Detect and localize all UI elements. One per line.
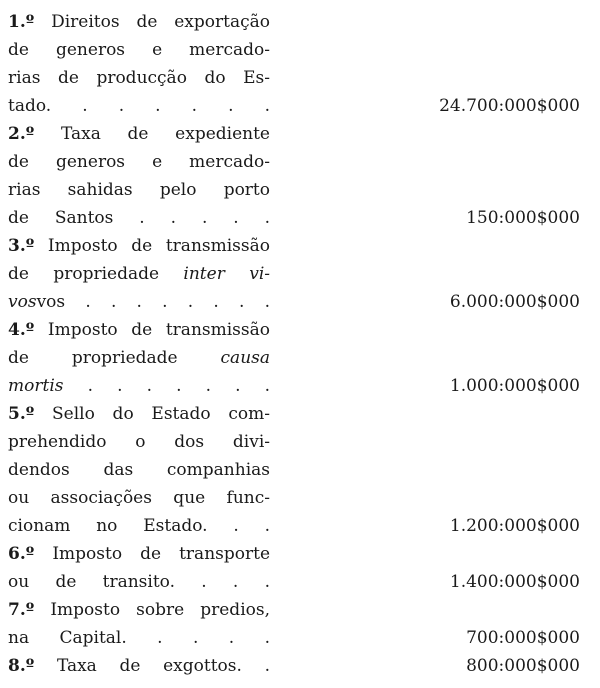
- item-number: 6.º: [8, 544, 35, 564]
- item-line: 1.º Direitos de exportação: [8, 12, 270, 32]
- item-line: rias de producção do Es-: [8, 68, 270, 88]
- item-number: 8.º: [8, 656, 35, 676]
- item-line: de Santos . . . . .: [8, 208, 270, 228]
- item-line: vosvos . . . . . . . .: [8, 292, 270, 312]
- item-line: ou de transito. . . .: [8, 572, 270, 592]
- item-line: na Capital. . . . .: [8, 628, 270, 648]
- item-line: 6.º Imposto de transporte: [8, 544, 270, 564]
- item-number: 1.º: [8, 12, 35, 32]
- item-amount: 150:000$000: [466, 208, 580, 228]
- item-line: prehendido o dos divi-: [8, 432, 270, 452]
- item-line: 7.º Imposto sobre predios,: [8, 600, 270, 620]
- item-amount: 1.400:000$000: [449, 572, 580, 592]
- item-line: 5.º Sello do Estado com-: [8, 404, 270, 424]
- item-line: de propriedade inter vi-: [8, 264, 270, 284]
- item-line: de propriedade causa: [8, 348, 270, 368]
- item-amount: 6.000:000$000: [449, 292, 580, 312]
- item-number: 5.º: [8, 404, 35, 424]
- item-line: de generos e mercado-: [8, 40, 270, 60]
- item-line: rias sahidas pelo porto: [8, 180, 270, 200]
- item-line: 8.º Taxa de exgottos. .: [8, 656, 270, 676]
- item-line: 2.º Taxa de expediente: [8, 124, 270, 144]
- item-line: tado. . . . . . .: [8, 96, 270, 116]
- item-line: de generos e mercado-: [8, 152, 270, 172]
- item-number: 7.º: [8, 600, 35, 620]
- item-number: 3.º: [8, 236, 35, 256]
- item-amount: 24.700:000$000: [439, 96, 580, 116]
- item-number: 4.º: [8, 320, 35, 340]
- item-number: 2.º: [8, 124, 35, 144]
- item-line: dendos das companhias: [8, 460, 270, 480]
- item-amount: 800:000$000: [466, 656, 580, 676]
- item-line: mortis . . . . . . .: [8, 376, 270, 396]
- item-line: ou associações que func-: [8, 488, 270, 508]
- item-amount: 700:000$000: [466, 628, 580, 648]
- item-line: cionam no Estado. . .: [8, 516, 270, 536]
- item-amount: 1.000:000$000: [449, 376, 580, 396]
- item-line: 4.º Imposto de transmissão: [8, 320, 270, 340]
- item-line: 3.º Imposto de transmissão: [8, 236, 270, 256]
- item-amount: 1.200:000$000: [449, 516, 580, 536]
